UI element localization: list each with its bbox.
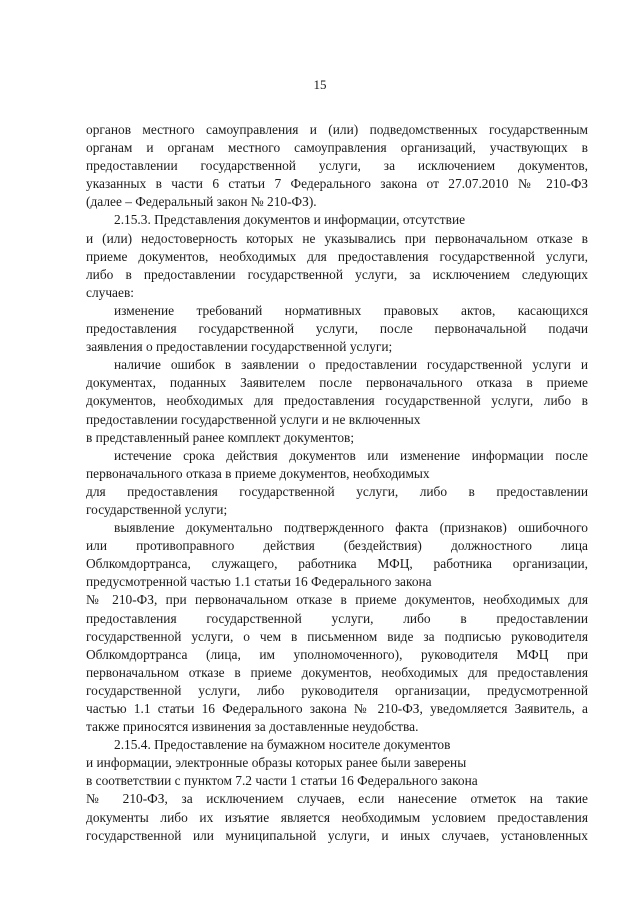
text-line: документы либо их изъятие является необходимым условием предоставления	[86, 809, 588, 825]
text-line: предоставлении государственной услуги, за исключением документов,	[86, 158, 588, 174]
text-line: в представленный ранее комплект документов;	[86, 429, 355, 445]
text-line: государственной услуги, либо руководителя организации, предусмотренной	[86, 682, 588, 698]
text-line: истечение срока действия документов или изменение информации после	[114, 447, 588, 463]
text-line: предусмотренной частью 1.1 статьи 16 Федерального закона	[86, 574, 432, 590]
text-line: первоначальном отказе в приеме документов, необходимых для предоставления	[86, 664, 588, 680]
text-line: документов, необходимых для предоставления государственной услуги, либо в	[86, 393, 588, 409]
text-line: предоставления государственной услуги, после первоначальной подачи	[86, 321, 588, 337]
text-line: органам и органам местного самоуправления организаций, участвующих в	[86, 140, 588, 156]
text-line: в соответствии с пунктом 7.2 части 1 статьи 16 Федерального закона	[86, 773, 478, 789]
text-line: государственной или муниципальной услуги, и иных случаев, установленных	[86, 827, 588, 843]
text-line: Облкомдортранса (лица, им уполномоченного), руководителя МФЦ при	[86, 646, 588, 662]
text-line: указанных в части 6 статьи 7 Федерального закона от 27.07.2010 № 210-ФЗ	[86, 176, 588, 192]
text-line: также приносятся извинения за доставленные неудобства.	[86, 719, 419, 735]
text-line: предоставлении государственной услуги и не включенных	[86, 411, 421, 427]
text-line: либо в предоставлении государственной услуги, за исключением следующих	[86, 266, 588, 282]
text-line: органов местного самоуправления и (или) подведомственных государственным	[86, 122, 588, 137]
text-line: № 210-ФЗ, при первоначальном отказе в приеме документов, необходимых для	[86, 592, 588, 608]
text-line: приеме документов, необходимых для предоставления государственной услуги,	[86, 248, 588, 264]
text-line: или противоправного действия (бездействия) должностного лица	[86, 538, 588, 554]
text-line: Облкомдортранса, служащего, работника МФЦ, работника организации,	[86, 556, 588, 572]
text-line: наличие ошибок в заявлении о предоставлении государственной услуги и	[114, 357, 588, 373]
text-line: 2.15.3. Представления документов и информации, отсутствие	[114, 212, 466, 228]
text-line: 2.15.4. Предоставление на бумажном носителе документов	[114, 737, 451, 753]
text-line: государственной услуги;	[86, 501, 228, 517]
page-number: 15	[313, 77, 327, 92]
text-line: выявление документально подтвержденного факта (признаков) ошибочного	[114, 520, 588, 536]
text-line: изменение требований нормативных правовых актов, касающихся	[114, 302, 588, 318]
text-line: государственной услуги, о чем в письменном виде за подписью руководителя	[86, 628, 588, 644]
text-line: и (или) недостоверность которых не указывались при первоначальном отказе в	[86, 230, 588, 246]
text-line: и информации, электронные образы которых ранее были заверены	[86, 755, 467, 771]
text-line: первоначального отказа в приеме документов, необходимых	[86, 465, 430, 481]
text-line: заявления о предоставлении государственной услуги;	[86, 339, 393, 355]
text-line: (далее – Федеральный закон № 210-ФЗ).	[86, 194, 317, 210]
text-line: предоставления государственной услуги, либо в предоставлении	[86, 610, 588, 626]
text-line: для предоставления государственной услуги, либо в предоставлении	[86, 483, 588, 499]
text-line: № 210-ФЗ, за исключением случаев, если нанесение отметок на такие	[86, 791, 588, 807]
text-line: документах, поданных Заявителем после первоначального отказа в приеме	[86, 375, 588, 391]
document-body	[86, 121, 588, 845]
text-line: частью 1.1 статьи 16 Федерального закона № 210-ФЗ, уведомляется Заявитель, а	[86, 701, 588, 716]
text-line: случаев:	[86, 284, 134, 300]
